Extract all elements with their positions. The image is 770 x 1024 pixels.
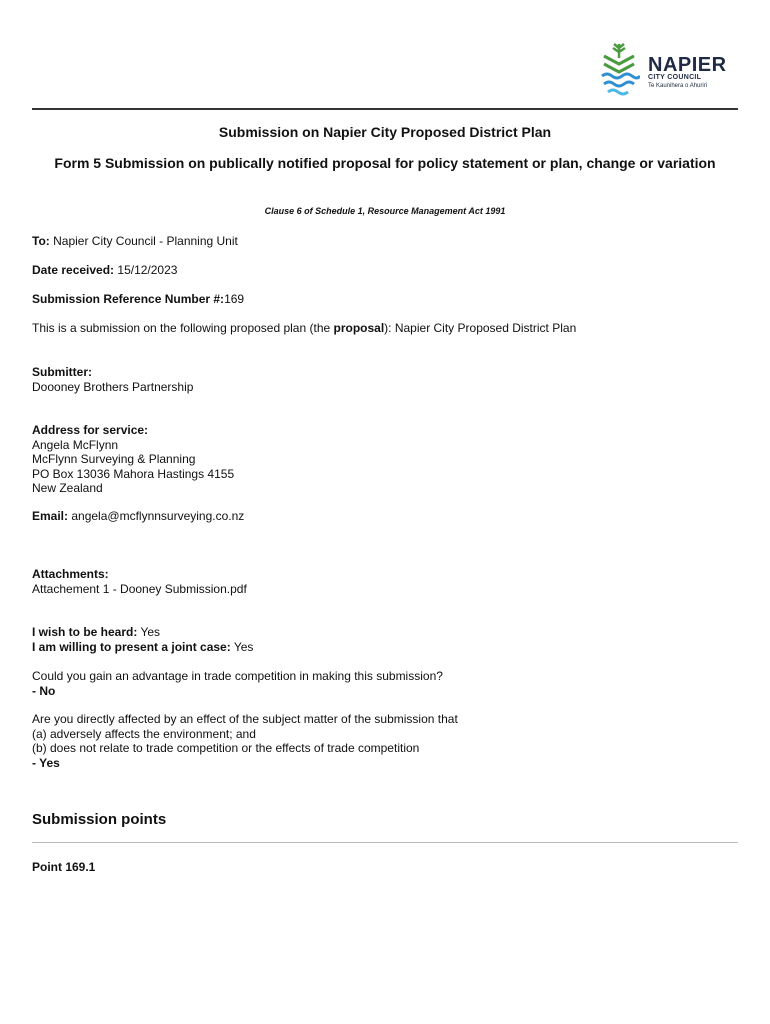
submitter-label: Submitter: [32, 365, 92, 379]
napier-city-council-logo [598, 42, 728, 96]
email-value: angela@mcflynnsurveying.co.nz [71, 509, 245, 523]
trade-competition-section [32, 669, 443, 698]
trade-answer: - No [32, 683, 56, 698]
to-label: To: [32, 234, 50, 248]
address-label: Address for service: [32, 423, 149, 437]
directly-affected-section [32, 712, 458, 770]
proposal-text-before: This is a submission on the following proposed plan (the [32, 321, 334, 335]
date-received-label: Date received: [32, 263, 115, 277]
reference-value: 169 [224, 292, 245, 306]
submitter-section [32, 365, 193, 394]
affected-question-line: Are you directly affected by an effect of the subject matter of the submission that [32, 712, 458, 726]
submitter-value: Doooney Brothers Partnership [32, 379, 194, 394]
hearing-section [32, 625, 253, 654]
affected-question-line: (a) adversely affects the environment; and [32, 726, 256, 741]
proposal-term: proposal [333, 321, 385, 335]
address-line: New Zealand [32, 481, 103, 495]
address-line: McFlynn Surveying & Planning [32, 452, 196, 466]
date-received-value: 15/12/2023 [117, 263, 178, 277]
joint-case-label: I am willing to present a joint case: [32, 639, 231, 654]
document-title: Submission on Napier City Proposed District Plan [218, 124, 552, 140]
affected-question-line: (b) does not relate to trade competition or the effects of trade competition [32, 741, 420, 755]
form-title: Form 5 Submission on publically notified proposal for policy statement or plan, change or variation [54, 155, 716, 171]
reference-row [32, 292, 244, 306]
email-label: Email: [32, 509, 69, 523]
clause-reference: Clause 6 of Schedule 1, Resource Management Act 1991 [264, 206, 506, 216]
waves-logo-icon [598, 42, 640, 96]
submission-points-heading: Submission points [32, 811, 167, 828]
logo-tagline: Te Kaunihera o Ahuriri [648, 83, 708, 89]
address-line: Angela McFlynn [32, 437, 119, 452]
logo-wordmark: NAPIER [648, 54, 727, 76]
header-divider [32, 108, 738, 110]
joint-case-value: Yes [233, 639, 254, 654]
heard-value: Yes [140, 625, 161, 639]
address-line: PO Box 13036 Mahora Hastings 4155 [32, 466, 235, 481]
affected-answer: - Yes [32, 755, 60, 770]
email-row [32, 509, 244, 523]
logo-subtitle: CITY COUNCIL [648, 74, 702, 81]
trade-question: Could you gain an advantage in trade competition in making this submission? [32, 669, 443, 683]
section-divider [32, 842, 738, 843]
to-value: Napier City Council - Planning Unit [53, 234, 238, 248]
point-heading: Point 169.1 [32, 860, 96, 874]
date-received-row [32, 263, 177, 277]
attachment-item: Attachement 1 - Dooney Submission.pdf [32, 581, 247, 596]
address-section [32, 423, 234, 496]
proposal-row [32, 321, 576, 335]
attachments-label: Attachments: [32, 567, 109, 581]
proposal-text-after: ): Napier City Proposed District Plan [384, 321, 577, 335]
to-row [32, 234, 238, 248]
attachments-section [32, 567, 247, 596]
reference-label: Submission Reference Number #: [32, 292, 225, 306]
heard-label: I wish to be heard: [32, 625, 138, 639]
